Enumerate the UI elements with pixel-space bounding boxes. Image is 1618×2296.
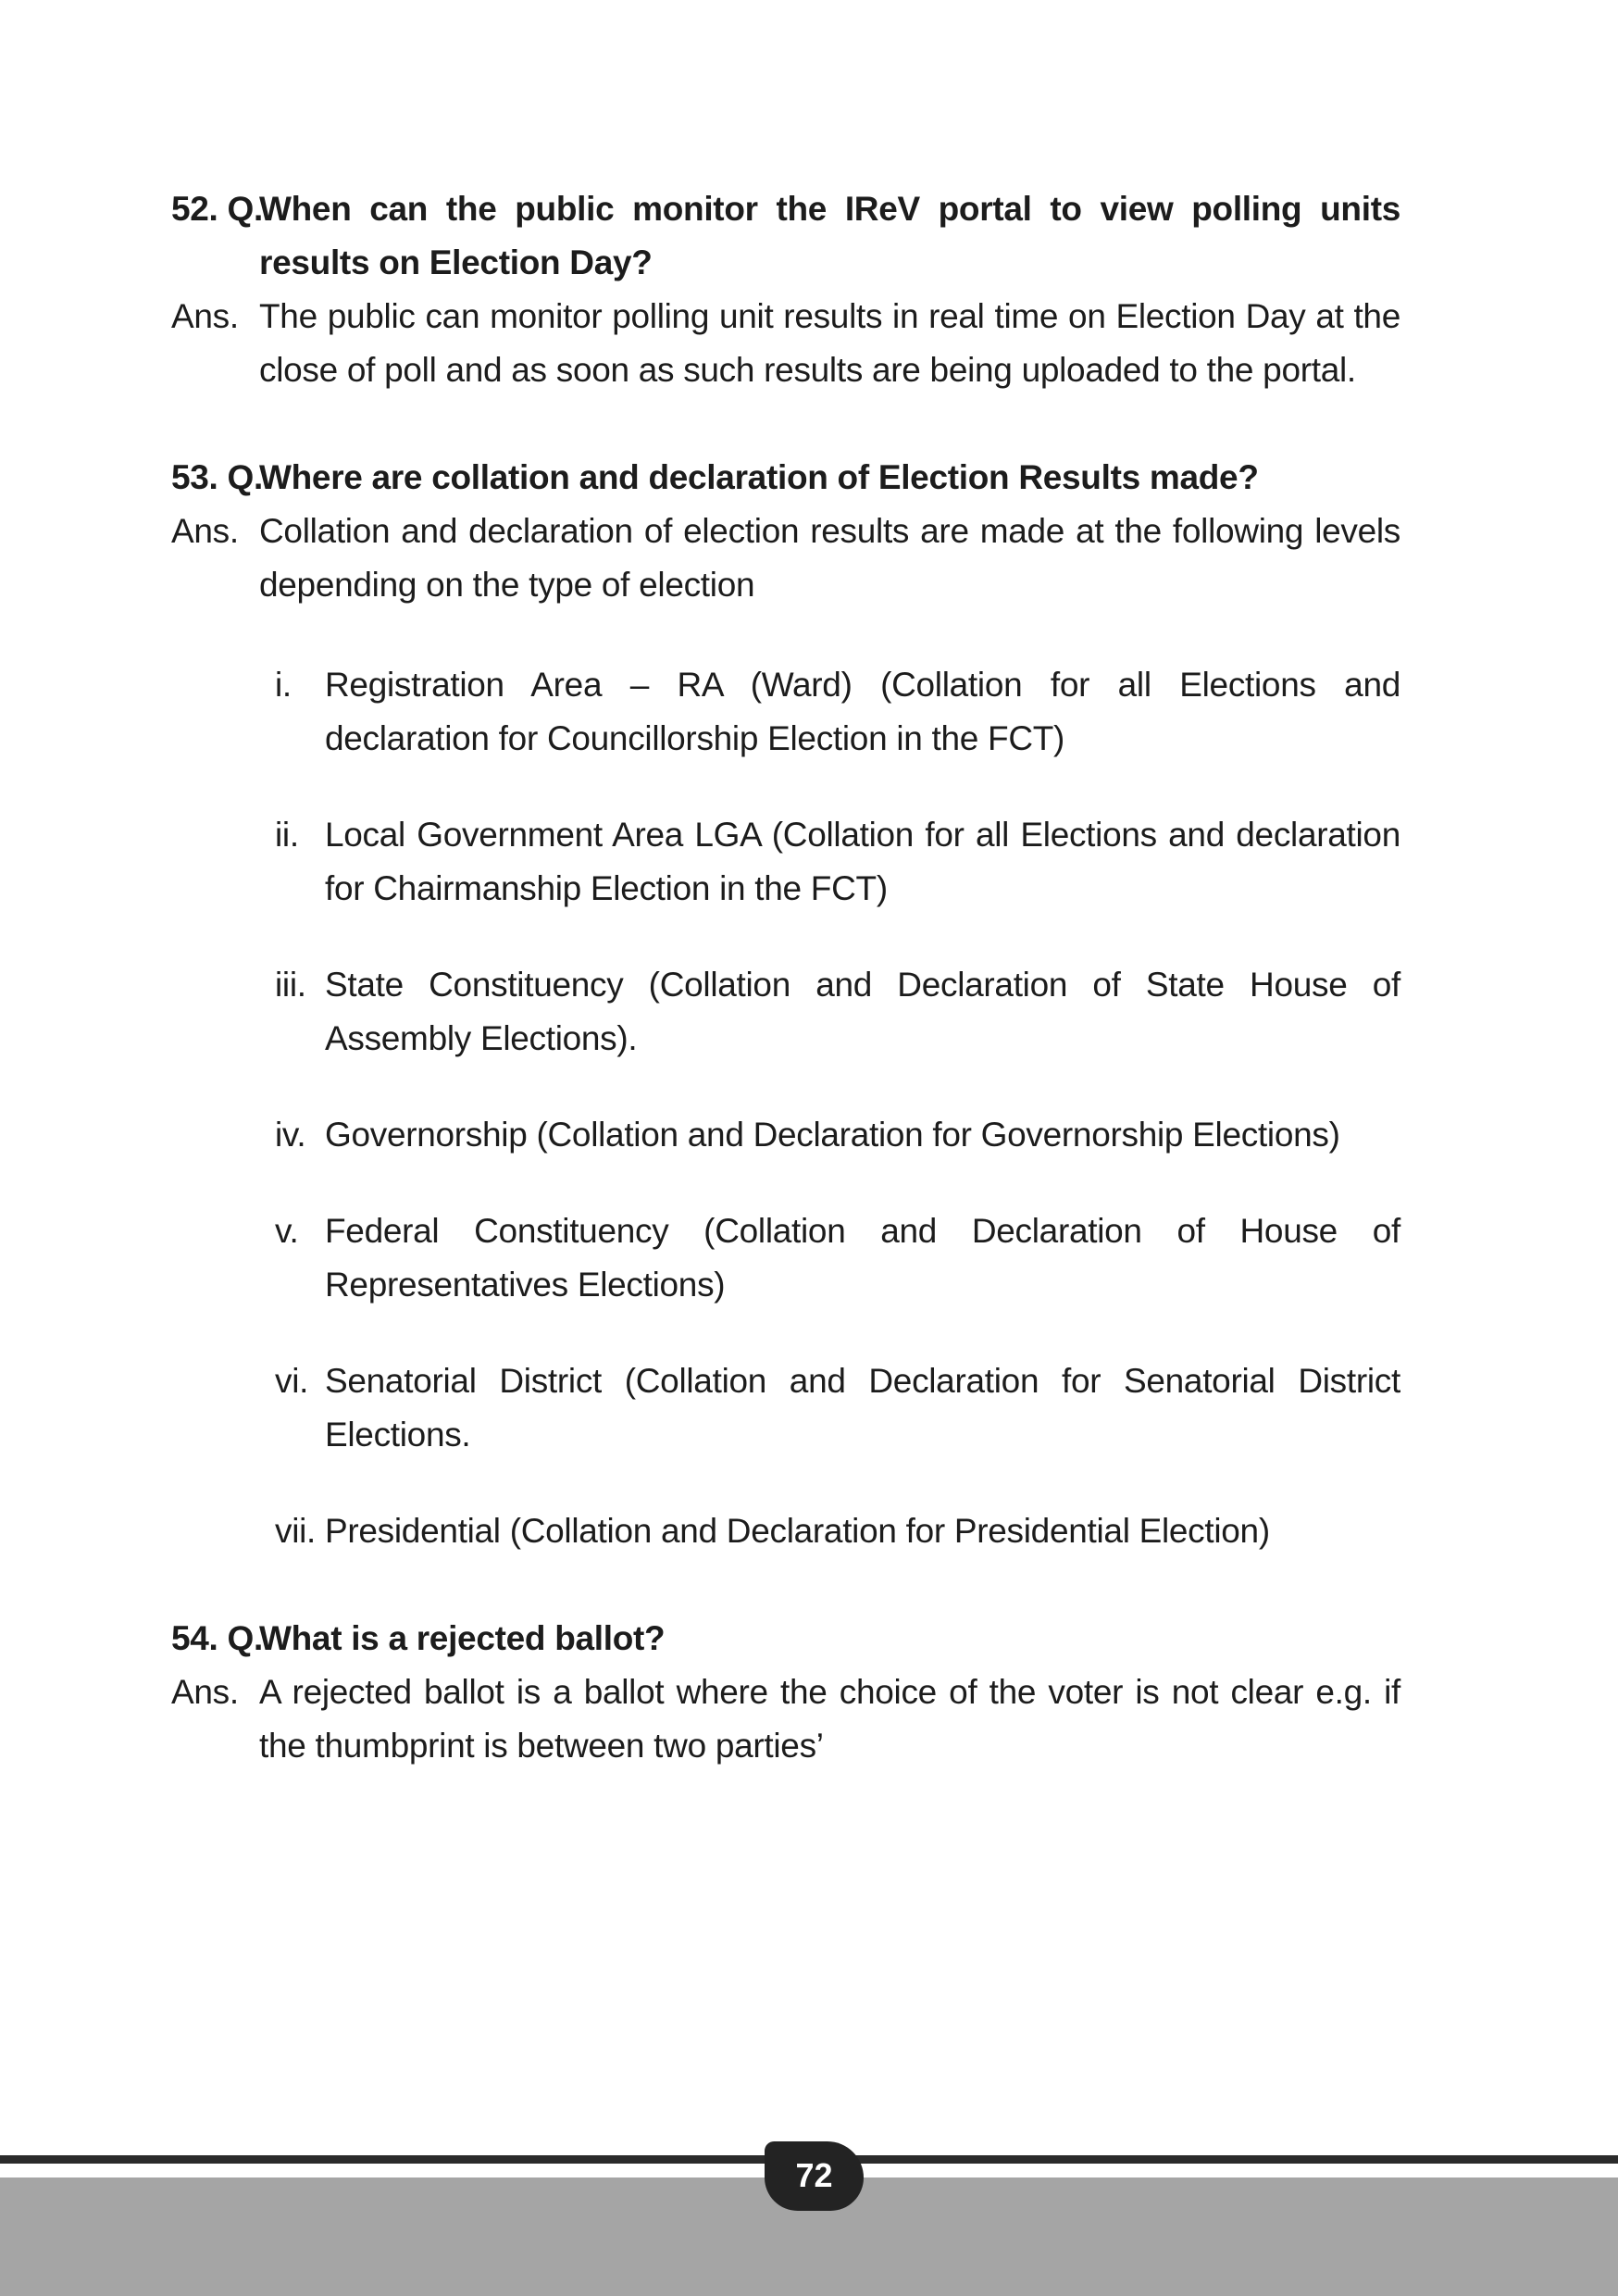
- list-item-text: Registration Area – RA (Ward) (Collation for all Elections and declaration for Councillorship Election in the FCT): [325, 666, 1400, 757]
- answer-text: The public can monitor polling unit results in real time on Election Day at the close of poll and as soon as such results are being uploaded to the portal.: [259, 297, 1400, 389]
- list-item-marker: v.: [275, 1212, 299, 1250]
- page-number-badge: [765, 2141, 864, 2211]
- list-item: [275, 1504, 1400, 1558]
- list-item-marker: iv.: [275, 1116, 306, 1154]
- list-item-marker: vi.: [275, 1362, 309, 1400]
- qa-item-54: [171, 1612, 1400, 1773]
- list-item-marker: vii.: [275, 1512, 317, 1550]
- list-item: [275, 1204, 1400, 1312]
- answer-marker: Ans.: [171, 1673, 239, 1711]
- answer-text: A rejected ballot is a ballot where the choice of the voter is not clear e.g. if the thumbprint is between two parties’: [259, 1673, 1400, 1765]
- qa-item-52: [171, 182, 1400, 397]
- question-row: [171, 451, 1400, 505]
- list-item: [275, 1108, 1400, 1162]
- question-marker: Q.: [227, 458, 263, 496]
- list-item: [275, 808, 1400, 916]
- list-item-marker: ii.: [275, 816, 299, 854]
- list-item-text: Governorship (Collation and Declaration for Governorship Elections): [325, 1116, 1340, 1154]
- question-number: 53.: [171, 458, 218, 496]
- answer-row: [171, 505, 1400, 612]
- list-item-text: Presidential (Collation and Declaration for Presidential Election): [325, 1512, 1270, 1550]
- list-item-marker: i.: [275, 666, 292, 704]
- list-item-marker: iii.: [275, 966, 306, 1004]
- question-number: 52.: [171, 190, 218, 228]
- list-item: [275, 658, 1400, 766]
- answer-text: Collation and declaration of election results are made at the following levels depending on the type of election: [259, 512, 1400, 604]
- question-marker: Q.: [227, 190, 263, 228]
- question-number-label: [171, 1612, 263, 1666]
- qa-item-53: [171, 451, 1400, 1558]
- answer-row: [171, 290, 1400, 397]
- answer-marker: Ans.: [171, 297, 239, 335]
- list-item-text: Federal Constituency (Collation and Declaration of House of Representatives Elections): [325, 1212, 1400, 1304]
- list-item: [275, 1354, 1400, 1462]
- question-number-label: [171, 182, 263, 236]
- question-text: When can the public monitor the IReV portal to view polling units results on Election Day?: [259, 190, 1400, 281]
- list-item-text: Local Government Area LGA (Collation for all Elections and declaration for Chairmanship Election in the FCT): [325, 816, 1400, 907]
- list-item: [275, 958, 1400, 1066]
- question-row: [171, 182, 1400, 290]
- question-number-label: [171, 451, 263, 505]
- faq-content: [171, 182, 1400, 1827]
- question-number: 54.: [171, 1619, 218, 1657]
- question-marker: Q.: [227, 1619, 263, 1657]
- question-row: [171, 1612, 1400, 1666]
- answer-row: [171, 1666, 1400, 1773]
- question-text: What is a rejected ballot?: [259, 1619, 666, 1657]
- list-item-text: State Constituency (Collation and Declaration of State House of Assembly Elections).: [325, 966, 1400, 1057]
- page-number: 72: [795, 2155, 833, 2194]
- collation-levels-list: [275, 658, 1400, 1558]
- question-text: Where are collation and declaration of Election Results made?: [259, 458, 1259, 496]
- answer-marker: Ans.: [171, 512, 239, 550]
- list-item-text: Senatorial District (Collation and Declaration for Senatorial District Elections.: [325, 1362, 1400, 1454]
